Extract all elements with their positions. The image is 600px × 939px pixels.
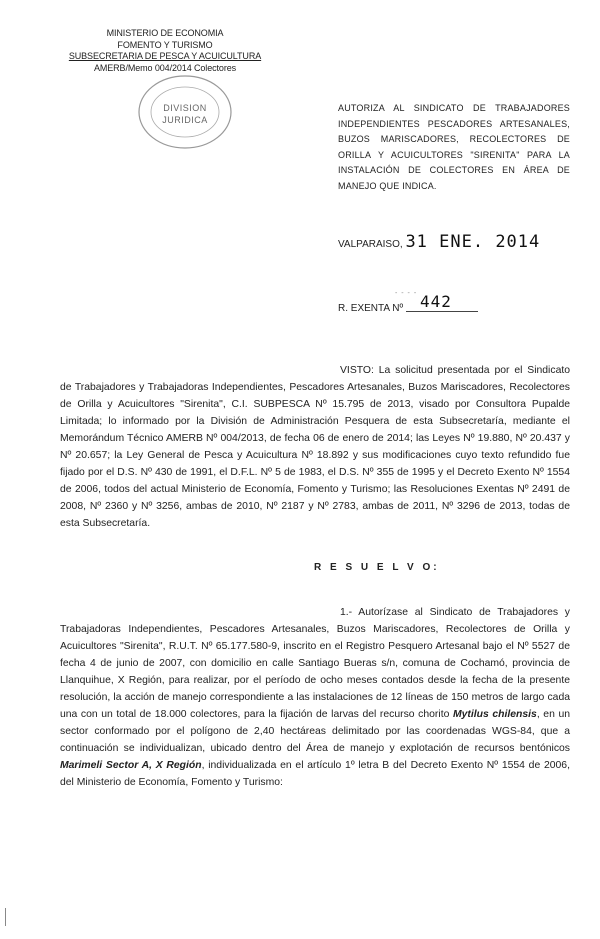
stamp-line-1: DIVISION — [163, 103, 207, 113]
article-1-text-c: , individualizada en el artículo 1º letra B del Decreto Exento Nº 1554 de 2006, del Ministerio de Economía, Fomento y Turismo: — [60, 760, 570, 788]
ministry-name: MINISTERIO DE ECONOMIA — [106, 28, 224, 38]
scan-mark — [5, 908, 6, 926]
resolution-subject: AUTORIZA AL SINDICATO DE TRABAJADORES INDEPENDIENTES PESCADORES ARTESANALES, BUZOS MARISCADORES, RECOLECTORES DE ORILLA Y ACUICULTORES "SIRENITA" PARA LA INSTALACIÓN DE COLECTORES EN ÁREA DE MANEJO QUE INDICA. — [338, 103, 570, 191]
ministry-subname: FOMENTO Y TURISMO — [117, 39, 213, 50]
visto-label: VISTO: — [340, 365, 374, 376]
stamp-line-2: JURIDICA — [162, 115, 208, 125]
visto-text: La solicitud presentada por el Sindicato de Trabajadores y Trabajadoras Independientes, Pescadores Artesanales, Buzos Mariscadores, Recolectores de Orilla y Acuicultores "Sirenita", C.I. SUBPESCA Nº 15.795 de 2013, visado por Consultora Pupalde Limitada; lo informado por la División de Administración Pesquera de esta Subsecretaría, mediante el Memorándum Técnico AMERB Nº 004/2013, de fecha 06 de enero de 2014; las Leyes Nº 19.880, Nº 20.437 y Nº 20.657; la Ley General de Pesca y Acuicultura Nº 18.892 y sus modificaciones cuyo texto refundido fue fijado por el D.S. Nº 430 de 1991, el D.F.L. Nº 5 de 1983, el D.S. Nº 355 de 1995 y el Decreto Exento Nº 1554 de 2006, todos del actual Ministerio de Economía, Fomento y Turismo; las Resoluciones Exentas Nº 2491 de 2008, Nº 2360 y Nº 3256, ambas de 2010, Nº 2187 y Nº 2783, ambas de 2011, Nº 3296 de 2013, todas de esta Subsecretaría. — [60, 365, 571, 529]
article-1-text-a: 1.- Autorízase al Sindicato de Trabajadores y Trabajadoras Independientes, Pescadores Artesanales, Buzos Mariscadores, Recolectores de Orilla y Acuicultores "Sirenita", R.U.T. Nº 65.177.580-9, inscrito en el Registro Pesquero Artesanal bajo el Nº 5527 de fecha 4 de junio de 2007, con domicilio en calle Santiago Bueras s/n, comuna de Cochamó, provincia de Llanquihue, X Región, para realizar, por el período de ocho meses contados desde la fecha de la presente resolución, la acción de manejo correspondiente a las instalaciones de 12 líneas de 150 metros de largo cada una con un total de 18.000 colectores, para la fijación de larvas del recurso chorito — [60, 607, 570, 720]
subsecretariat-name: SUBSECRETARIA DE PESCA Y ACUICULTURA — [68, 51, 262, 61]
memo-reference: AMERB/Memo 004/2014 Colectores — [93, 62, 237, 73]
resolution-label: R. EXENTA Nº — [338, 303, 404, 314]
resolution-exenta — [338, 303, 478, 314]
resolution-mark: - - - - — [395, 290, 418, 297]
letterhead — [60, 28, 270, 74]
division-stamp — [135, 72, 235, 152]
article-1-paragraph — [60, 604, 570, 791]
species-name: Mytilus chilensis — [452, 709, 537, 720]
resolution-number: 442 — [420, 292, 452, 311]
article-1-text-b: , en un sector conformado por el polígono de 2,40 hectáreas delimitado por las coordenadas WGS-84, que a continuación se individualizan, ubicado dentro del Área de manejo y explotación de recursos bentónicos — [60, 709, 570, 754]
date-stamp: 31 ENE. 2014 — [405, 232, 541, 252]
visto-paragraph — [60, 362, 570, 532]
area-name: Marimeli Sector A, X Región — [60, 760, 202, 771]
place-date — [338, 232, 540, 252]
number-line — [406, 310, 478, 312]
resuelvo-heading: R E S U E L V O: — [314, 562, 440, 573]
place-label: VALPARAISO, — [338, 239, 403, 250]
